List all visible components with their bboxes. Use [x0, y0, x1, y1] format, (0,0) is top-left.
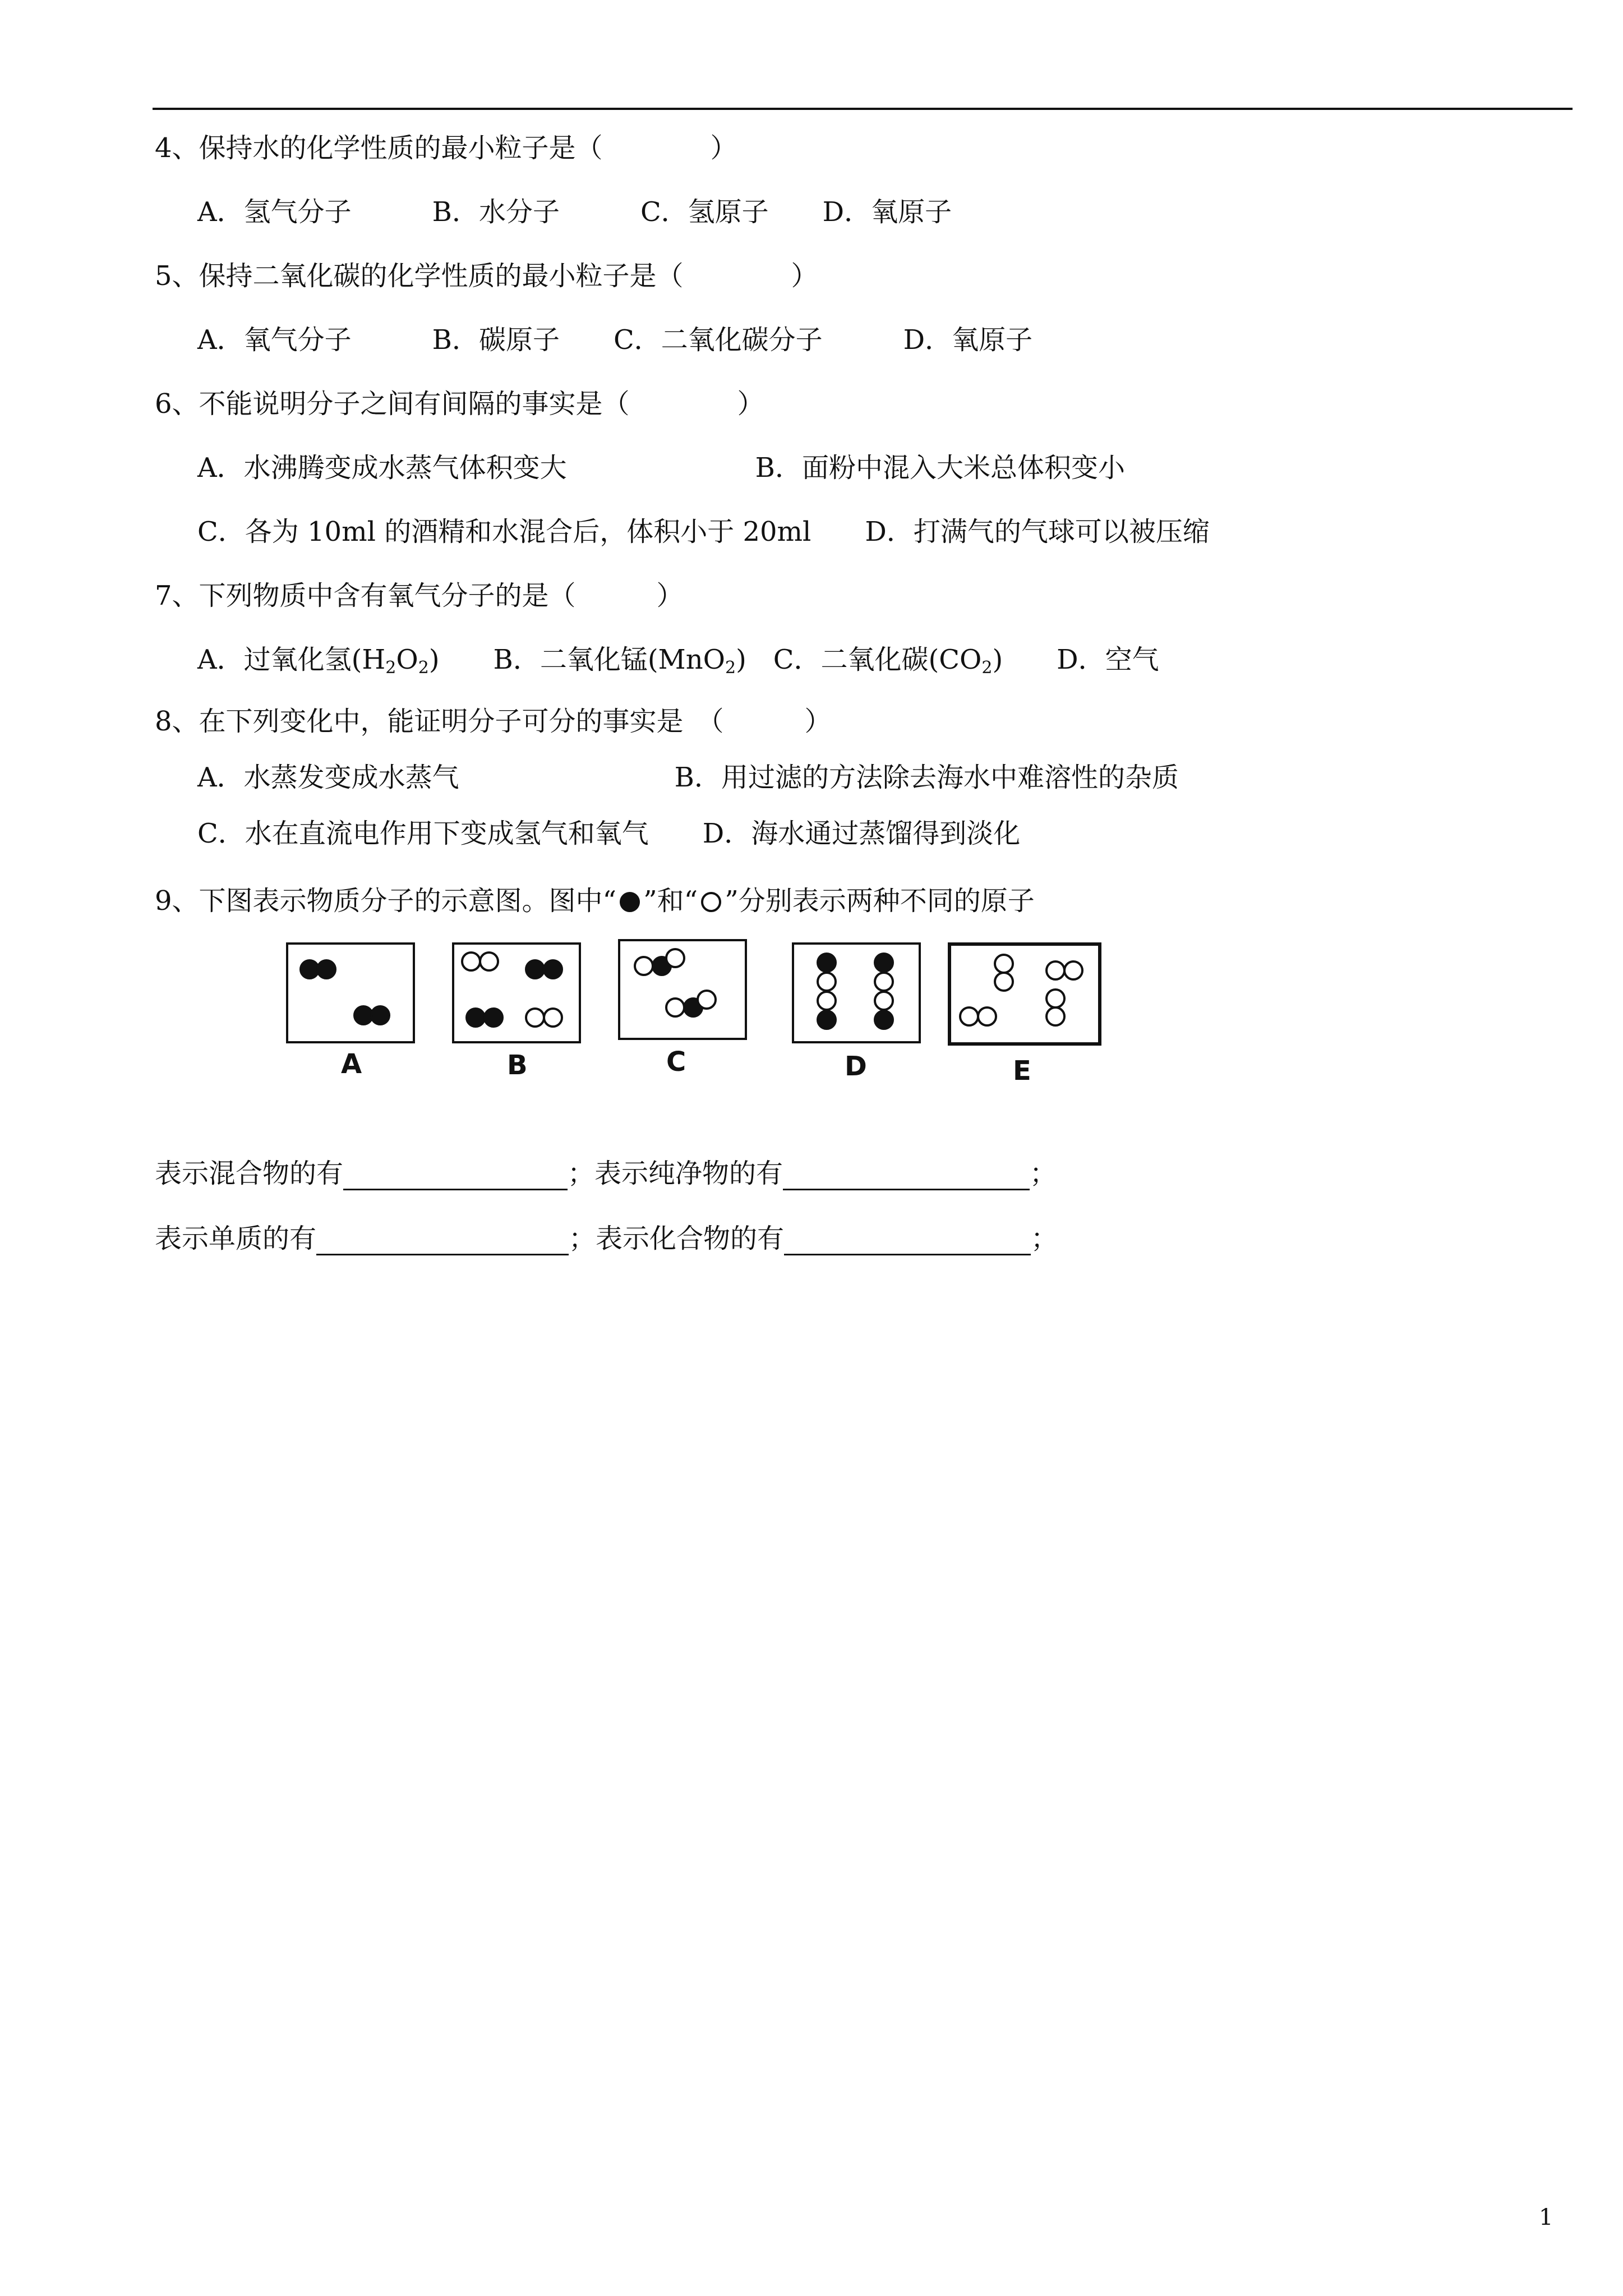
atom-light — [634, 956, 654, 976]
option-a-prefix: A．过氧化氢(H — [197, 644, 386, 675]
atom-dark — [370, 1005, 390, 1025]
atom-light — [1045, 1006, 1066, 1027]
box-e — [948, 942, 1101, 1046]
row-2-end: ； — [1031, 1223, 1058, 1254]
atom-light — [977, 1006, 997, 1027]
caption-d: D — [845, 1051, 867, 1082]
option-c-prefix: C．二氧化碳(CO — [773, 644, 982, 675]
caption-b: B — [507, 1050, 528, 1081]
option-b-suffix: ) — [736, 644, 773, 675]
atom-light — [665, 948, 685, 968]
option-a-mid: O — [396, 644, 418, 675]
question-5-options: A．氧气分子 B．碳原子 C．二氧化碳分子 D．氧原子 — [197, 324, 1033, 356]
pure-substance-label: ；表示纯净物的有 — [568, 1158, 783, 1189]
element-label: 表示单质的有 — [155, 1223, 317, 1254]
atom-light — [1045, 960, 1066, 981]
atom-light — [665, 997, 685, 1018]
question-8-options-row-2: C．水在直流电作用下变成氢气和氧气 D．海水通过蒸馏得到淡化 — [197, 818, 1021, 849]
atom-light — [817, 972, 837, 992]
compound-blank[interactable] — [784, 1229, 1031, 1255]
question-6-stem: 6、不能说明分子之间有间隔的事实是（ ） — [155, 388, 764, 420]
option-d: D．空气 — [1057, 644, 1159, 675]
question-7-options — [197, 643, 1159, 685]
atom-dark — [483, 1007, 504, 1028]
atom-light — [994, 972, 1014, 992]
caption-c: C — [666, 1046, 686, 1078]
question-7-stem: 7、下列物质中含有氧气分子的是（ ） — [155, 580, 684, 611]
option-c-subscript: 2 — [981, 658, 993, 678]
atom-light — [697, 990, 717, 1010]
option-a-subscript-1: 2 — [385, 658, 396, 678]
question-9-stem — [155, 884, 1035, 918]
molecule-diagram — [286, 931, 1116, 1099]
atom-light — [994, 954, 1014, 974]
option-a-suffix: ) — [428, 644, 494, 675]
atom-light — [479, 951, 499, 972]
box-c — [618, 939, 747, 1040]
page-number: 1 — [1539, 2205, 1553, 2230]
atom-light — [874, 991, 894, 1011]
atom-light — [1063, 960, 1083, 981]
question-8-stem: 8、在下列变化中，能证明分子可分的事实是 （ ） — [155, 706, 832, 737]
atom-dark — [874, 953, 894, 973]
atom-dark — [525, 959, 545, 979]
atom-light — [817, 991, 837, 1011]
option-b-subscript: 2 — [725, 658, 736, 678]
dark-atom-symbol — [620, 892, 640, 912]
stem-pre: 9、下图表示物质分子的示意图。图中“ — [155, 885, 617, 917]
option-b-prefix: B．二氧化锰(MnO — [493, 644, 725, 675]
light-atom-symbol — [701, 892, 721, 912]
question-4-options: A．氢气分子 B．水分子 C．氢原子 D．氧原子 — [197, 196, 952, 228]
atom-light — [461, 951, 481, 972]
option-c-suffix: ) — [992, 644, 1057, 675]
stem-mid: ”和“ — [643, 885, 698, 917]
question-5-stem: 5、保持二氧化碳的化学性质的最小粒子是（ ） — [155, 260, 818, 292]
element-blank[interactable] — [316, 1229, 569, 1255]
stem-post: ”分别表示两种不同的原子 — [725, 885, 1035, 917]
atom-light — [1045, 988, 1066, 1009]
box-b — [452, 942, 581, 1043]
caption-a: A — [341, 1048, 362, 1080]
atom-dark — [874, 1010, 894, 1030]
caption-e: E — [1013, 1055, 1031, 1087]
atom-dark — [465, 1007, 486, 1028]
blank-row-2 — [155, 1222, 1058, 1255]
atom-dark — [817, 1010, 837, 1030]
question-6-options-row-1: A．水沸腾变成水蒸气体积变大 B．面粉中混入大米总体积变小 — [197, 452, 1125, 484]
header-rule — [153, 108, 1573, 110]
mixture-blank[interactable] — [343, 1164, 568, 1190]
blank-row-1 — [155, 1157, 1057, 1190]
atom-light — [525, 1007, 545, 1028]
atom-light — [874, 972, 894, 992]
question-8-options-row-1: A．水蒸发变成水蒸气 B．用过滤的方法除去海水中难溶性的杂质 — [197, 762, 1179, 793]
mixture-label: 表示混合物的有 — [155, 1158, 344, 1189]
option-a-subscript-2: 2 — [418, 658, 429, 678]
pure-substance-blank[interactable] — [783, 1164, 1030, 1190]
atom-dark — [543, 959, 563, 979]
atom-light — [959, 1006, 979, 1027]
question-6-options-row-2: C．各为 10ml 的酒精和水混合后，体积小于 20ml D．打满气的气球可以被压缩 — [197, 516, 1210, 547]
row-1-end: ； — [1030, 1158, 1057, 1189]
compound-label: ；表示化合物的有 — [569, 1223, 785, 1254]
atom-dark — [316, 959, 336, 979]
atom-dark — [817, 953, 837, 973]
box-d — [792, 942, 921, 1043]
question-4-stem: 4、保持水的化学性质的最小粒子是（ ） — [155, 132, 737, 164]
atom-light — [543, 1007, 563, 1028]
box-a — [286, 942, 415, 1043]
